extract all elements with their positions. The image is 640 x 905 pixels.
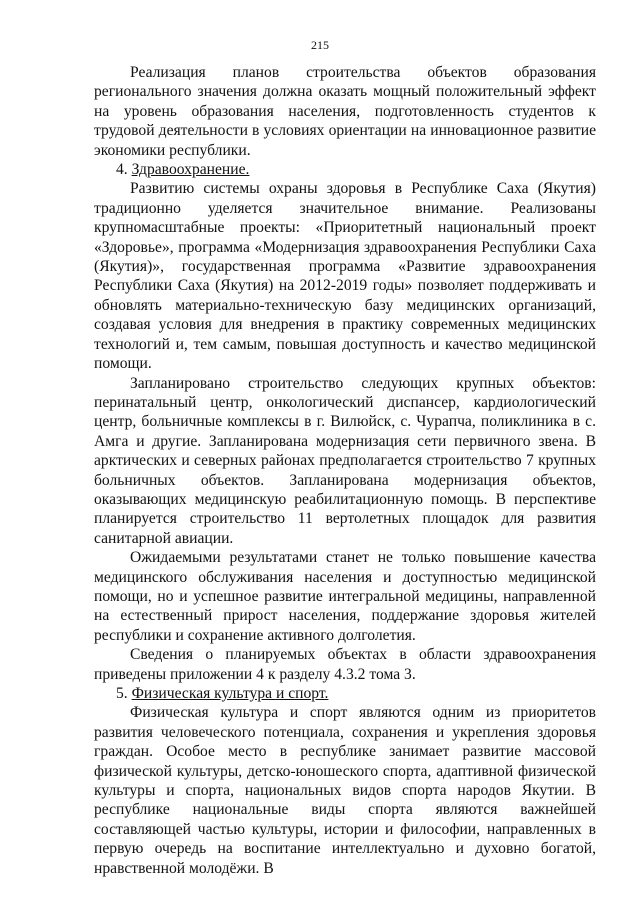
page-number: 215 — [311, 38, 329, 52]
paragraph-sports-priorities: Физическая культура и спорт являются одним из приоритетов развития человеческого потенциала, сохранения и укрепления здоровья граждан. Особое место в республике занимает развитие массовой физической культуры, детско-юношеского спорта, адаптивной физической культуры и спорта, национальных видов спорта народов Якутии. В республике национальные виды спорта являются важнейшей составляющей частью культуры, истории и философии, направленных в первую очередь на воспитание интеллектуально и духовно богатой, нравственной молодёжи. В — [94, 704, 596, 877]
paragraph-education-summary: Реализация планов строительства объектов образования регионального значения должна оказать мощный положительный эффект на уровень образования населения, подготовленность студентов к трудовой деятельности в условиях ориентации на инновационное развитие экономики республики. — [94, 64, 596, 159]
section-heading-sports — [94, 684, 596, 703]
document-body — [94, 63, 596, 878]
section-title: Физическая культура и спорт. — [131, 685, 329, 702]
paragraph-expected-results: Ожидаемыми результатами станет не только повышение качества медицинского обслуживания населения и доступностью медицинской помощи, но и успешное развитие интегральной медицины, направленной на естественный прирост населения, поддержание здоровья жителей республики и сохранение активного долголетия. — [94, 549, 596, 644]
section-title: Здравоохранение. — [131, 161, 250, 179]
paragraph-healthcare-projects: Развитию системы охраны здоровья в Республике Саха (Якутия) традиционно уделяется значительное внимание. Реализованы крупномасштабные проекты: «Приоритетный национальный проект «Здоровье», программа «Модернизация здравоохранения Республики Саха (Якутия)», государственная программа «Развитие здравоохранения Республики Саха (Якутия) на 2012-2019 годы» позволяет поддерживать и обновлять материально-техническую базу медицинских организаций, создавая условия для внедрения в практику современных медицинских технологий и, тем самым, повышая доступность и качество медицинской помощи. — [94, 180, 596, 373]
section-heading-healthcare — [94, 160, 596, 179]
paragraph-planned-construction: Запланировано строительство следующих крупных объектов: перинатальный центр, онкологический диспансер, кардиологический центр, больничные комплексы в г. Вилюйск, с. Чурапча, поликлиника в с. Амга и другие. Запланирована модернизация сети первичного звена. В арктических и северных районах предполагается строительство 7 крупных больничных объектов. Запланирована модернизация объектов, оказывающих медицинскую реабилитационную помощь. В перспективе планируется строительство 11 вертолетных площадок для развития санитарной авиации. — [94, 374, 596, 547]
section-number: 4. — [116, 161, 128, 179]
section-number: 5. — [116, 685, 128, 702]
paragraph-appendix-reference: Сведения о планируемых объектах в области здравоохранения приведены приложении 4 к разделу 4.3.2 тома 3. — [94, 646, 596, 683]
